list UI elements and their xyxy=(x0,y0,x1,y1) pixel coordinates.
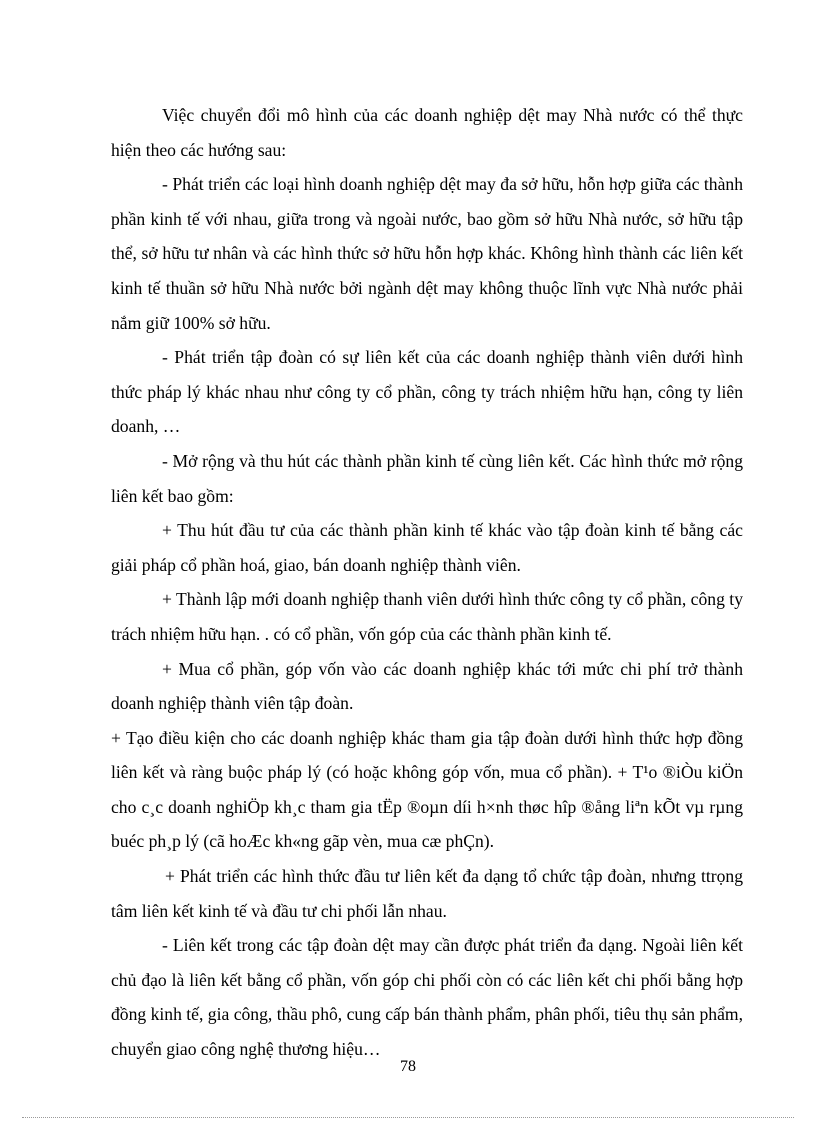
page-number: 78 xyxy=(400,1058,416,1075)
paragraph-new-members: + Thành lập mới doanh nghiệp thanh viên dưới hình thức công ty cổ phần, công ty trách nhiệm hữu hạn. . có cổ phần, vốn góp của các thành phần kinh tế. xyxy=(111,589,743,644)
paragraph-expansion: - Mở rộng và thu hút các thành phần kinh tế cùng liên kết. Các hình thức mở rộng liên kết bao gồm: xyxy=(111,450,743,506)
paragraph-diverse-investment: + Phát triển các hình thức đầu tư liên kết đa dạng tổ chức tập đoàn, nhưng ttrọng tâm liên kết kinh tế và đầu tư chi phối lẫn nhau. xyxy=(111,866,743,921)
paragraph-attract-investment: + Thu hút đầu tư của các thành phần kinh tế khác vào tập đoàn kinh tế bằng các giải pháp cổ phần hoá, giao, bán doanh nghiệp thành viên. xyxy=(111,520,743,575)
paragraph-contract-linkage: + Tạo điều kiện cho các doanh nghiệp khác tham gia tập đoàn dưới hình thức hợp đồng liên kết và ràng buộc pháp lý (có hoặc không góp vốn, mua cổ phần). + T¹o ®iÒu kiÖn cho c¸c doanh nghiÖp kh¸c tham gia tËp ®oµn díi h×nh thøc hîp ®ång liªn kÕt vµ rµng buéc ph¸p lý (cã hoÆc kh«ng gãp vèn, mua cæ phÇn). xyxy=(111,727,743,852)
paragraph-group-development: - Phát triển tập đoàn có sự liên kết của các doanh nghiệp thành viên dưới hình thức pháp lý khác nhau như công ty cổ phần, công ty trách nhiệm hữu hạn, công ty liên doanh, … xyxy=(111,347,743,437)
paragraph-intro: Việc chuyển đổi mô hình của các doanh nghiệp dệt may Nhà nước có thể thực hiện theo các hướng sau: xyxy=(111,105,743,160)
paragraph-buy-shares: + Mua cổ phần, góp vốn vào các doanh nghiệp khác tới mức chi phí trở thành doanh nghiệp thành viên tập đoàn. xyxy=(111,658,743,714)
paragraph-diverse-linkage: - Liên kết trong các tập đoàn dệt may cần được phát triển đa dạng. Ngoài liên kết chủ đạo là liên kết bằng cổ phần, vốn góp chi phối còn có các liên kết chi phối bằng hợp đồng kinh tế, gia công, thầu phô, cung cấp bán thành phẩm, phân phối, tiêu thụ sản phẩm, chuyển giao công nghệ thương hiệu… xyxy=(111,935,743,1060)
paragraph-ownership: - Phát triển các loại hình doanh nghiệp dệt may đa sở hữu, hỗn hợp giữa các thành phần kinh tế với nhau, giữa trong và ngoài nước, bao gồm sở hữu Nhà nước, sở hữu tập thể, sở hữu tư nhân và các hình thức sở hữu hỗn hợp khác. Không hình thành các liên kết kinh tế thuần sở hữu Nhà nước bởi ngành dệt may không thuộc lĩnh vực Nhà nước phải nắm giữ 100% sở hữu. xyxy=(111,174,743,333)
document-body xyxy=(111,98,743,1067)
footer-divider xyxy=(22,1117,794,1118)
